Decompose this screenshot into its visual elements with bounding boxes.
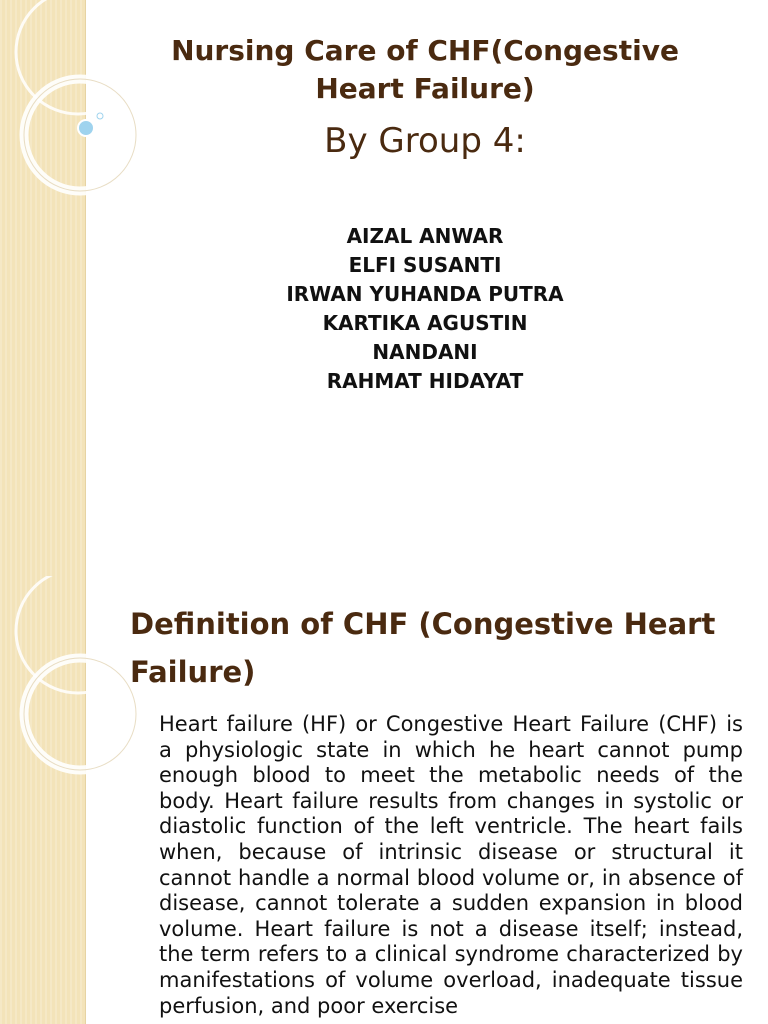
member-name: ELFI SUSANTI [348, 253, 502, 277]
member-list [130, 222, 720, 396]
member-name: IRWAN YUHANDA PUTRA [286, 282, 564, 306]
definition-slide [0, 576, 768, 1024]
member-name: RAHMAT HIDAYAT [326, 369, 524, 393]
definition-text: Heart failure (HF) or Congestive Heart Failure (CHF) is a physiologic state in which he heart cannot pump enough blood to meet the metabolic needs of the body. Heart failure results from changes in systolic or diastolic function of the left ventricle. The heart fails when, because of intrinsic disease or structural it cannot handle a normal blood volume or, in absence of disease, cannot tolerate a sudden expansion in blood volume. Heart failure is not a disease itself; instead, the term refers to a clinical syndrome characterized by manifestations of volume overload, inadequate tissue perfusion, and poor exercise [159, 712, 743, 1018]
member-name: KARTIKA AGUSTIN [322, 311, 528, 335]
member-name: NANDANI [372, 340, 478, 364]
decorative-rings [0, 0, 140, 200]
slide-subtitle: By Group 4: [324, 121, 526, 161]
decorative-rings [0, 576, 140, 776]
member-name: AIZAL ANWAR [346, 224, 504, 248]
slide-title: Definition of CHF (Congestive Heart Failure) [130, 607, 716, 689]
bead-icon [78, 120, 94, 136]
slide-title: Nursing Care of CHF(Congestive Heart Failure) [171, 34, 679, 105]
